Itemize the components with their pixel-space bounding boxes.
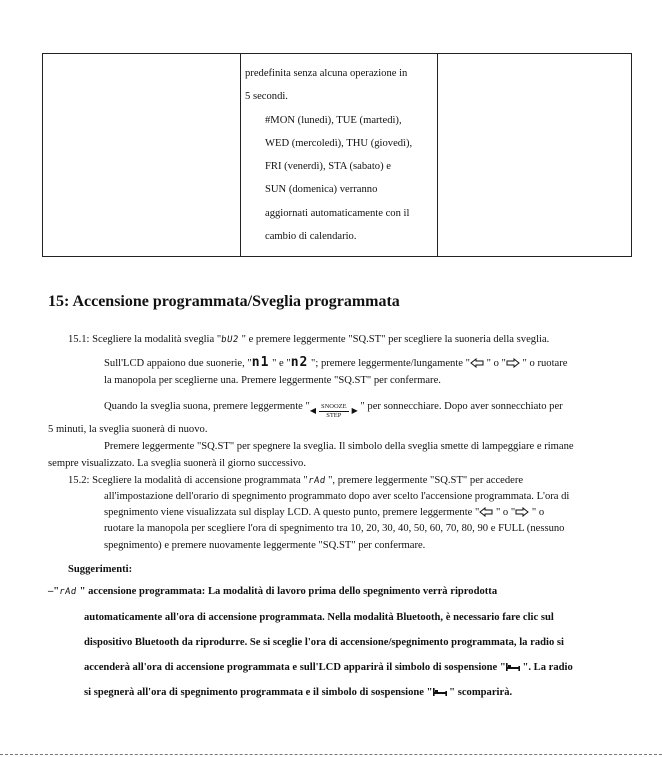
paragraph-line — [68, 333, 549, 347]
table-cell-description — [245, 62, 435, 248]
table-divider — [240, 54, 241, 256]
paragraph-line: Premere leggermente "SQ.ST" per spegnere la sveglia. Il simbolo della sveglia smette di lampeggiare e rimane — [104, 441, 574, 452]
tips-line: automaticamente all'ora di accensione programmata. Nella modalità Bluetooth, è necessario fare clic sul — [84, 612, 554, 623]
text: " o " — [493, 507, 516, 518]
lcd-rad-symbol: rAd — [306, 476, 327, 486]
table-line: cambio di calendario. — [265, 231, 357, 243]
sleep-bed-icon — [506, 662, 520, 671]
table-line: FRI (venerdì), STA (sabato) e — [265, 161, 391, 173]
section-title: 15: Accensione programmata/Sveglia programmata — [48, 293, 400, 310]
sleep-bed-icon — [433, 687, 447, 696]
table-line: aggiornati automaticamente con il — [265, 207, 410, 219]
text: "; premere leggermente/lungamente " — [308, 358, 470, 369]
text: " o " — [483, 358, 506, 369]
lcd-bu2-symbol: bU2 — [220, 335, 240, 345]
snooze-step-icon — [310, 403, 358, 420]
tips-line — [84, 661, 573, 675]
paragraph-line — [68, 474, 523, 488]
left-arrow-icon — [479, 507, 493, 517]
page-bottom-divider — [0, 754, 662, 755]
right-arrow-icon — [506, 358, 520, 368]
lcd-n1-symbol: n1 — [251, 355, 270, 370]
text: si spegnerà all'ora di spegnimento programmata e il simbolo di sospensione " — [84, 687, 433, 698]
tips-title: Suggerimenti: — [68, 564, 133, 575]
tips-line — [84, 686, 512, 700]
right-arrow-icon — [515, 507, 529, 517]
text: " e premere leggermente "SQ.ST" per scegliere la suoneria della sveglia. — [238, 334, 550, 345]
tips-line: dispositivo Bluetooth da riprodurre. Se si sceglie l'ora di accensione/spegnimento programmata, la radio si — [84, 637, 564, 648]
text: 15.1: Scegliere la modalità sveglia " — [68, 334, 222, 345]
paragraph-line: la manopola per sceglierne una. Premere leggermente "SQ.ST" per confermare. — [104, 375, 441, 386]
text: 15.2: Scegliere la modalità di accensione programmata " — [68, 475, 308, 486]
table-line: #MON (lunedì), TUE (martedì), — [265, 114, 402, 126]
text: " scomparirà. — [446, 687, 513, 698]
table-line: SUN (domenica) verranno — [265, 184, 378, 196]
content-table — [42, 53, 632, 257]
tips-line — [48, 585, 497, 599]
table-divider — [437, 54, 438, 256]
left-arrow-icon — [470, 358, 484, 368]
table-line: WED (mercoledì), THU (giovedì), — [265, 137, 413, 149]
table-line: 5 secondi. — [245, 91, 288, 103]
text: spegnimento viene visualizzata sul display LCD. A questo punto, premere leggermente " — [104, 507, 480, 518]
paragraph-line: all'impostazione dell'orario di spegnimento programmato dopo aver scelto l'accensione programmata. L'ora di — [104, 491, 570, 502]
paragraph-line — [104, 356, 567, 371]
text: Sull'LCD appaiono due suonerie, " — [104, 358, 252, 369]
paragraph-line: sempre visualizzato. La sveglia suonerà il giorno successivo. — [48, 458, 307, 469]
paragraph-line: ruotare la manopola per scegliere l'ora di spegnimento tra 10, 20, 30, 40, 50, 60, 70, 80, 90 e FULL (nessuno — [104, 523, 565, 534]
lcd-rad-symbol: rAd — [58, 587, 78, 597]
paragraph-line — [104, 400, 563, 420]
paragraph-line: spegnimento) e premere nuovamente leggermente "SQ.ST" per confermare. — [104, 540, 426, 551]
step-label: STEP — [326, 411, 342, 419]
text: ". La radio — [519, 662, 573, 673]
text: " accensione programmata: La modalità di lavoro prima dello spegnimento verrà riprodotta — [76, 586, 498, 597]
lcd-n2-symbol: n2 — [290, 355, 309, 370]
text: " o — [529, 507, 545, 518]
paragraph-line: 5 minuti, la sveglia suonerà di nuovo. — [48, 424, 208, 435]
text: ", premere leggermente "SQ.ST" per accedere — [325, 475, 524, 486]
text: –" — [48, 586, 60, 597]
snooze-label: SNOOZE — [320, 402, 347, 410]
paragraph-line — [104, 506, 544, 520]
triangle-left-icon: ◀ — [309, 406, 316, 415]
text: accenderà all'ora di accensione programmata e sull'LCD apparirà il simbolo di sospensione " — [84, 662, 506, 673]
text: " o ruotare — [519, 358, 568, 369]
triangle-right-icon: ▶ — [351, 406, 358, 415]
text: " per sonnecchiare. Dopo aver sonnecchiato per — [357, 401, 563, 412]
text: " e " — [269, 358, 291, 369]
table-line: predefinita senza alcuna operazione in — [245, 68, 408, 79]
text: Quando la sveglia suona, premere leggermente " — [104, 401, 310, 412]
